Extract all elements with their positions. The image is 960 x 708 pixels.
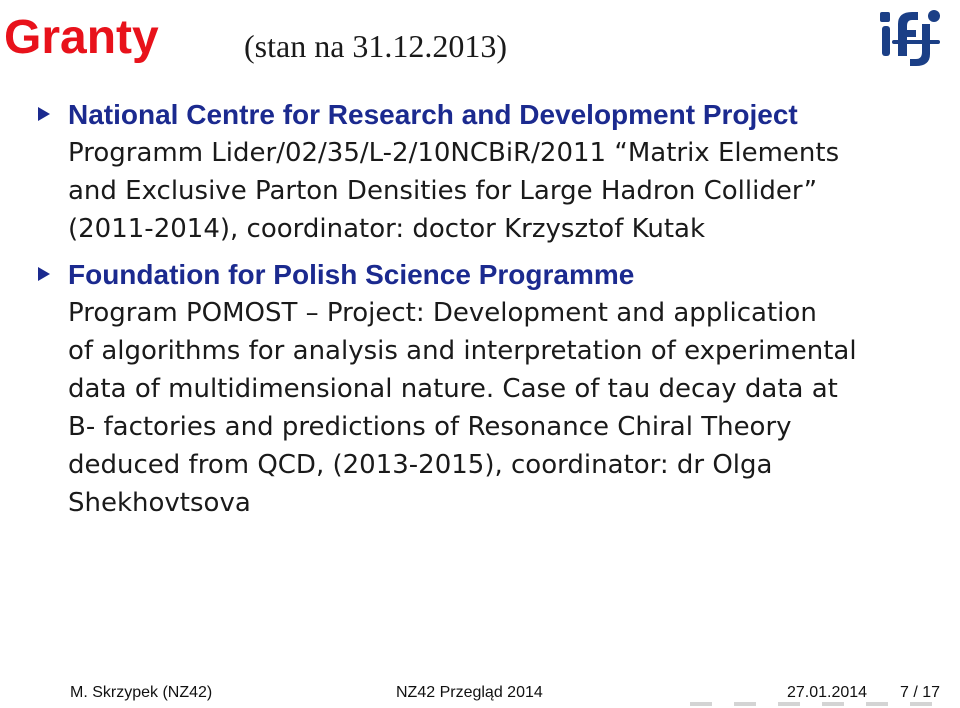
item-heading: Foundation for Polish Science Programme [68, 259, 635, 290]
grant-list [0, 96, 940, 530]
item-heading: National Centre for Research and Development Project [68, 99, 798, 130]
footer-author: M. Skrzypek (NZ42) [70, 684, 213, 701]
bullet-triangle-icon [38, 267, 50, 281]
item-body: Program POMOST – Project: Development and application of algorithms for analysis and interpretation of experimental data of multidimensional nature. Case of tau decay data at B- factories and predictions of Resonance Chiral Theory deduced from QCD, (2013-2015), coordinator: dr Olga Shekhovtsova [68, 298, 857, 518]
footer-date: 27.01.2014 [787, 684, 868, 701]
navigation-symbols[interactable] [690, 702, 950, 706]
ifj-logo-icon [878, 4, 944, 68]
bullet-triangle-icon [38, 107, 50, 121]
list-item [0, 256, 940, 522]
slide-title: Granty [4, 11, 159, 64]
footer-title: NZ42 Przegląd 2014 [396, 684, 543, 701]
list-item [0, 96, 940, 248]
item-body: Programm Lider/02/35/L-2/10NCBiR/2011 “Matrix Elements and Exclusive Parton Densities for Large Hadron Collider” (2011-2014), coordinator: doctor Krzysztof Kutak [68, 138, 840, 244]
slide-subtitle: (stan na 31.12.2013) [244, 28, 508, 64]
footer-page-number: 7 / 17 [900, 684, 941, 701]
